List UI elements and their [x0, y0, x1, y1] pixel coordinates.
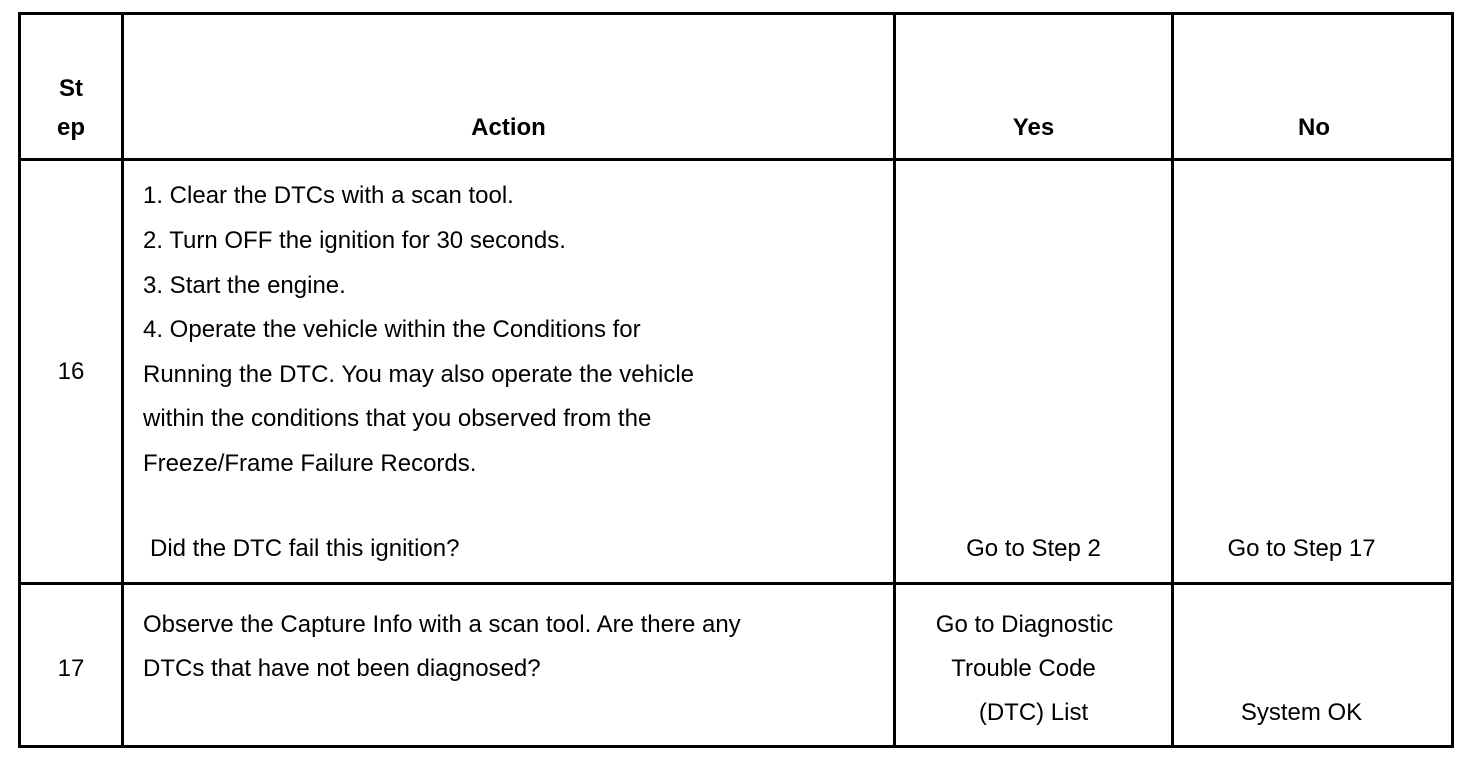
row-16-action-line-5: Running the DTC. You may also operate the vehicle: [143, 361, 695, 388]
row-16-action-line-4: 4. Operate the vehicle within the Conditions for: [143, 316, 641, 343]
row-17-no: System OK: [1240, 699, 1363, 726]
row-17-action-line-1: Observe the Capture Info with a scan tool. Are there any: [143, 611, 741, 638]
row-16-yes: Go to Step 2: [966, 535, 1101, 562]
row-17-step: 17: [57, 655, 85, 682]
header-no: No: [1298, 114, 1330, 141]
diagnostic-table: [18, 12, 1454, 748]
row-17-yes-line-1: Go to Diagnostic: [935, 611, 1114, 638]
row-16-action-line-6: within the conditions that you observed from the: [143, 405, 652, 432]
row-16-question: Did the DTC fail this ignition?: [150, 535, 460, 562]
row-divider: [21, 582, 1451, 585]
row-17-action-line-2: DTCs that have not been diagnosed?: [143, 655, 541, 682]
row-divider: [21, 158, 1451, 161]
row-16-action-line-1: 1. Clear the DTCs with a scan tool.: [143, 182, 514, 209]
header-step-line1: St: [59, 75, 83, 102]
header-yes: Yes: [1012, 114, 1055, 141]
header-step-line2: ep: [56, 114, 85, 141]
row-17-yes-line-2: Trouble Code: [951, 655, 1096, 682]
row-17-yes-line-3: (DTC) List: [978, 699, 1089, 726]
row-16-action-line-3: 3. Start the engine.: [143, 272, 346, 299]
header-action: Action: [471, 114, 546, 141]
row-16-action-line-2: 2. Turn OFF the ignition for 30 seconds.: [143, 227, 566, 254]
row-16-action-line-7: Freeze/Frame Failure Records.: [143, 450, 477, 477]
row-16-no: Go to Step 17: [1227, 535, 1376, 562]
row-16-step: 16: [57, 358, 85, 385]
